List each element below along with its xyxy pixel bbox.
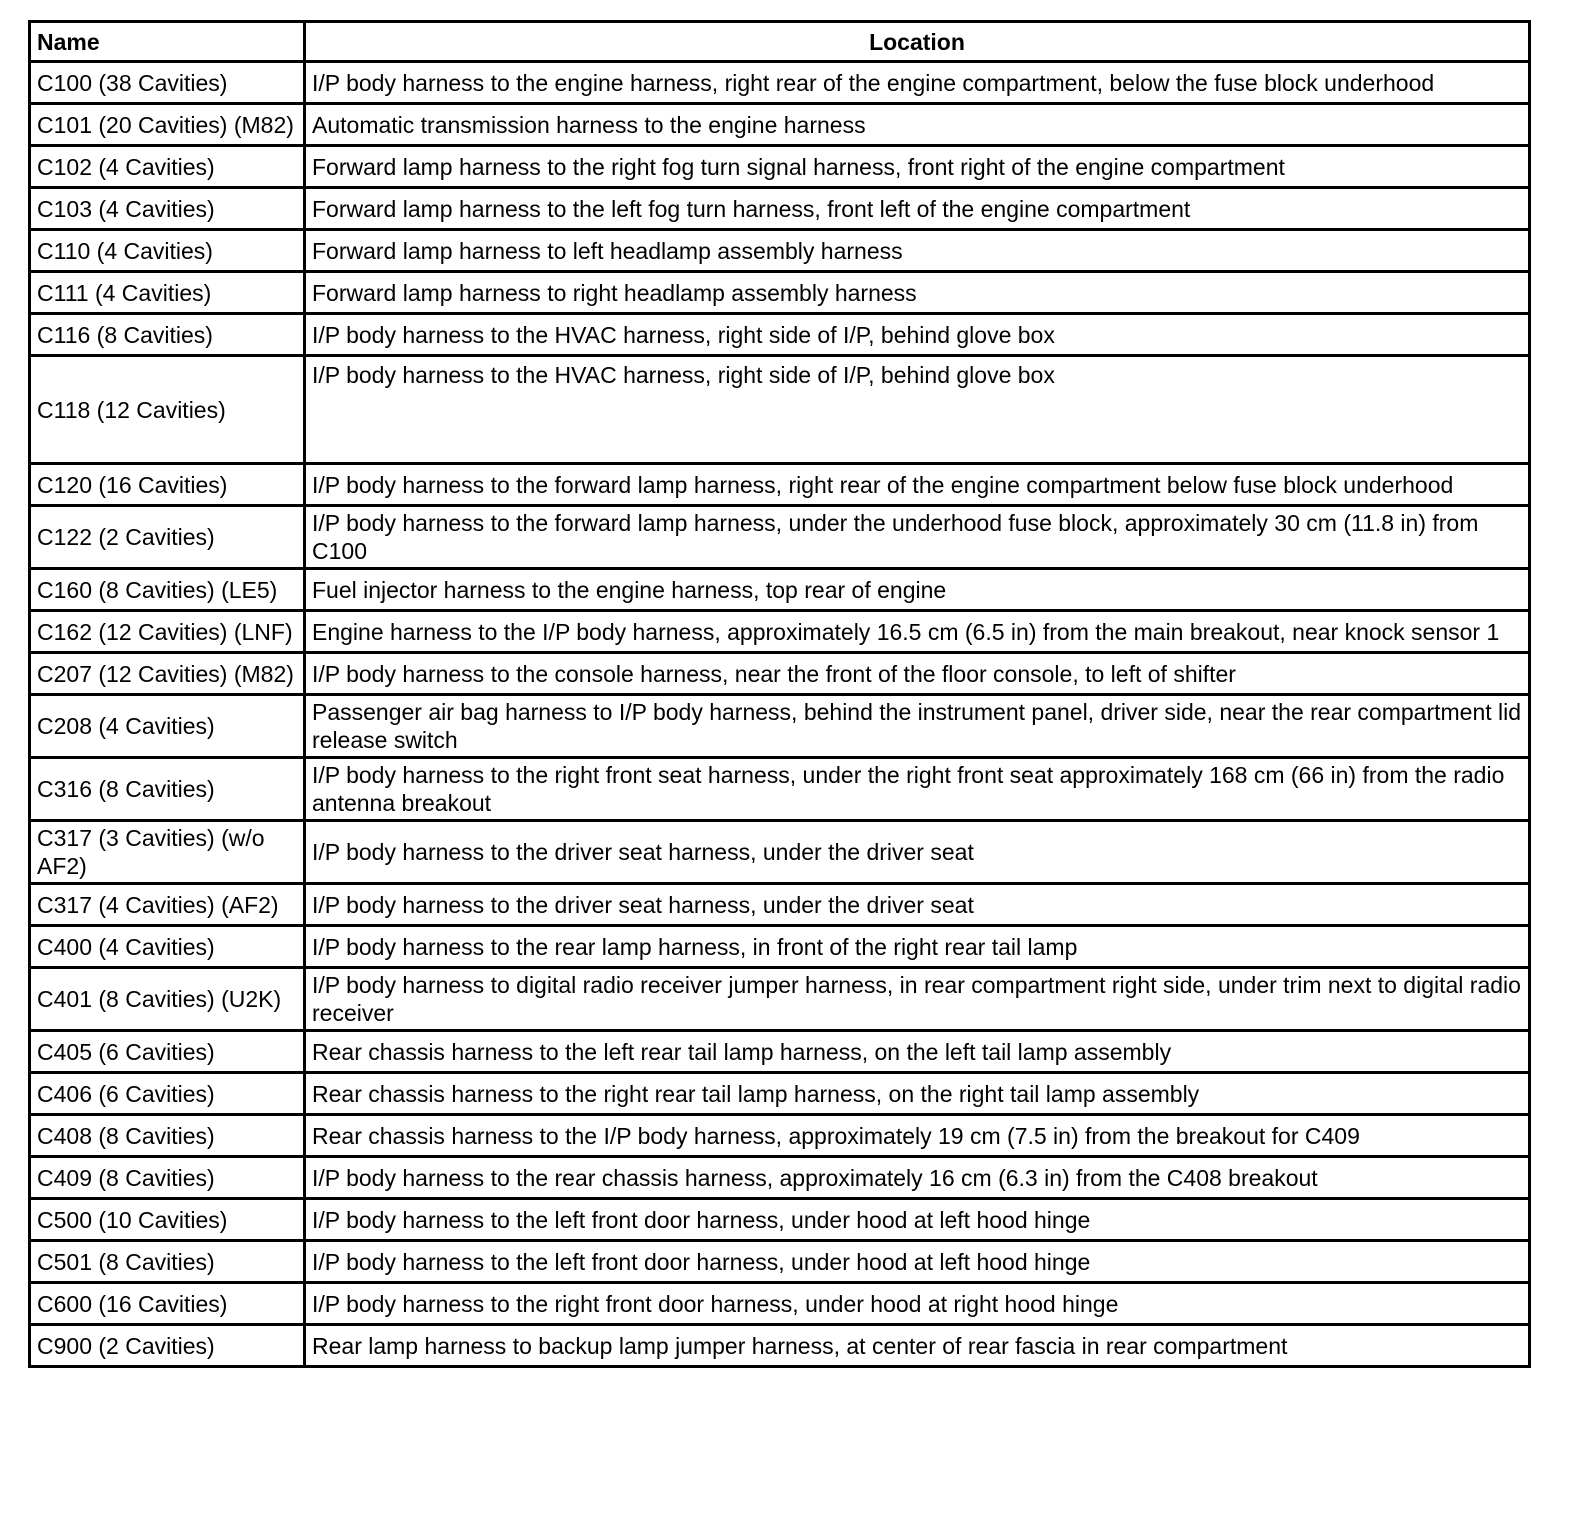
connector-name: C160 (8 Cavities) (LE5) — [30, 569, 305, 611]
connector-location: I/P body harness to the HVAC harness, right side of I/P, behind glove box — [305, 314, 1530, 356]
table-row — [30, 272, 1530, 314]
connector-name: C208 (4 Cavities) — [30, 695, 305, 758]
connector-name: C409 (8 Cavities) — [30, 1157, 305, 1199]
connector-location: Forward lamp harness to left headlamp assembly harness — [305, 230, 1530, 272]
table-row — [30, 104, 1530, 146]
table-row — [30, 506, 1530, 569]
connector-name: C102 (4 Cavities) — [30, 146, 305, 188]
table-row — [30, 1157, 1530, 1199]
connector-name: C111 (4 Cavities) — [30, 272, 305, 314]
header-name: Name — [30, 22, 305, 62]
table-row — [30, 1199, 1530, 1241]
connector-name: C110 (4 Cavities) — [30, 230, 305, 272]
connector-location: I/P body harness to the left front door harness, under hood at left hood hinge — [305, 1199, 1530, 1241]
table-row — [30, 968, 1530, 1031]
connector-name: C600 (16 Cavities) — [30, 1283, 305, 1325]
connector-location: Forward lamp harness to right headlamp assembly harness — [305, 272, 1530, 314]
connector-name: C118 (12 Cavities) — [30, 356, 305, 464]
table-row — [30, 1241, 1530, 1283]
table-row — [30, 1283, 1530, 1325]
connector-location: I/P body harness to the forward lamp harness, under the underhood fuse block, approximately 30 cm (11.8 in) from C100 — [305, 506, 1530, 569]
connector-location: I/P body harness to the HVAC harness, right side of I/P, behind glove box — [305, 356, 1530, 464]
table-row — [30, 314, 1530, 356]
connector-location: Rear chassis harness to the right rear tail lamp harness, on the right tail lamp assembly — [305, 1073, 1530, 1115]
table-row — [30, 1325, 1530, 1367]
connector-location: I/P body harness to the left front door harness, under hood at left hood hinge — [305, 1241, 1530, 1283]
table-row — [30, 1031, 1530, 1073]
table-row — [30, 569, 1530, 611]
connector-location: Rear chassis harness to the left rear tail lamp harness, on the left tail lamp assembly — [305, 1031, 1530, 1073]
table-row — [30, 1115, 1530, 1157]
connector-name: C120 (16 Cavities) — [30, 464, 305, 506]
connector-name: C162 (12 Cavities) (LNF) — [30, 611, 305, 653]
connector-location: I/P body harness to the rear chassis harness, approximately 16 cm (6.3 in) from the C408 breakout — [305, 1157, 1530, 1199]
connector-name: C405 (6 Cavities) — [30, 1031, 305, 1073]
table-row — [30, 758, 1530, 821]
connector-location: I/P body harness to digital radio receiver jumper harness, in rear compartment right side, under trim next to digital radio receiver — [305, 968, 1530, 1031]
table-row — [30, 464, 1530, 506]
connector-location: I/P body harness to the engine harness, right rear of the engine compartment, below the fuse block underhood — [305, 62, 1530, 104]
table-row — [30, 62, 1530, 104]
connector-location: I/P body harness to the right front door harness, under hood at right hood hinge — [305, 1283, 1530, 1325]
table-row — [30, 1073, 1530, 1115]
connector-location: I/P body harness to the driver seat harness, under the driver seat — [305, 821, 1530, 884]
table-row — [30, 821, 1530, 884]
connector-name: C406 (6 Cavities) — [30, 1073, 305, 1115]
table-row — [30, 356, 1530, 464]
connector-name: C401 (8 Cavities) (U2K) — [30, 968, 305, 1031]
connector-location: Fuel injector harness to the engine harness, top rear of engine — [305, 569, 1530, 611]
table-header-row — [30, 22, 1530, 62]
connector-location: Forward lamp harness to the right fog turn signal harness, front right of the engine compartment — [305, 146, 1530, 188]
connector-location-table — [28, 20, 1531, 1368]
connector-location: I/P body harness to the console harness, near the front of the floor console, to left of shifter — [305, 653, 1530, 695]
table-row — [30, 653, 1530, 695]
connector-name: C103 (4 Cavities) — [30, 188, 305, 230]
connector-name: C317 (3 Cavities) (w/o AF2) — [30, 821, 305, 884]
connector-name: C101 (20 Cavities) (M82) — [30, 104, 305, 146]
connector-location: Engine harness to the I/P body harness, approximately 16.5 cm (6.5 in) from the main breakout, near knock sensor 1 — [305, 611, 1530, 653]
table-row — [30, 146, 1530, 188]
connector-name: C408 (8 Cavities) — [30, 1115, 305, 1157]
table-row — [30, 611, 1530, 653]
connector-name: C100 (38 Cavities) — [30, 62, 305, 104]
table-row — [30, 884, 1530, 926]
connector-name: C500 (10 Cavities) — [30, 1199, 305, 1241]
connector-location: Passenger air bag harness to I/P body harness, behind the instrument panel, driver side, near the rear compartment lid release switch — [305, 695, 1530, 758]
connector-name: C317 (4 Cavities) (AF2) — [30, 884, 305, 926]
table-row — [30, 695, 1530, 758]
connector-location: I/P body harness to the forward lamp harness, right rear of the engine compartment below fuse block underhood — [305, 464, 1530, 506]
connector-location: Forward lamp harness to the left fog turn harness, front left of the engine compartment — [305, 188, 1530, 230]
connector-location: I/P body harness to the rear lamp harness, in front of the right rear tail lamp — [305, 926, 1530, 968]
connector-location: I/P body harness to the driver seat harness, under the driver seat — [305, 884, 1530, 926]
connector-location: I/P body harness to the right front seat harness, under the right front seat approximately 168 cm (66 in) from the radio antenna breakout — [305, 758, 1530, 821]
connector-name: C116 (8 Cavities) — [30, 314, 305, 356]
table-row — [30, 926, 1530, 968]
connector-name: C900 (2 Cavities) — [30, 1325, 305, 1367]
header-location: Location — [305, 22, 1530, 62]
table-row — [30, 230, 1530, 272]
connector-name: C207 (12 Cavities) (M82) — [30, 653, 305, 695]
connector-name: C316 (8 Cavities) — [30, 758, 305, 821]
connector-name: C501 (8 Cavities) — [30, 1241, 305, 1283]
connector-name: C122 (2 Cavities) — [30, 506, 305, 569]
connector-name: C400 (4 Cavities) — [30, 926, 305, 968]
connector-location: Rear lamp harness to backup lamp jumper harness, at center of rear fascia in rear compartment — [305, 1325, 1530, 1367]
table-row — [30, 188, 1530, 230]
connector-location: Automatic transmission harness to the engine harness — [305, 104, 1530, 146]
connector-location: Rear chassis harness to the I/P body harness, approximately 19 cm (7.5 in) from the breakout for C409 — [305, 1115, 1530, 1157]
